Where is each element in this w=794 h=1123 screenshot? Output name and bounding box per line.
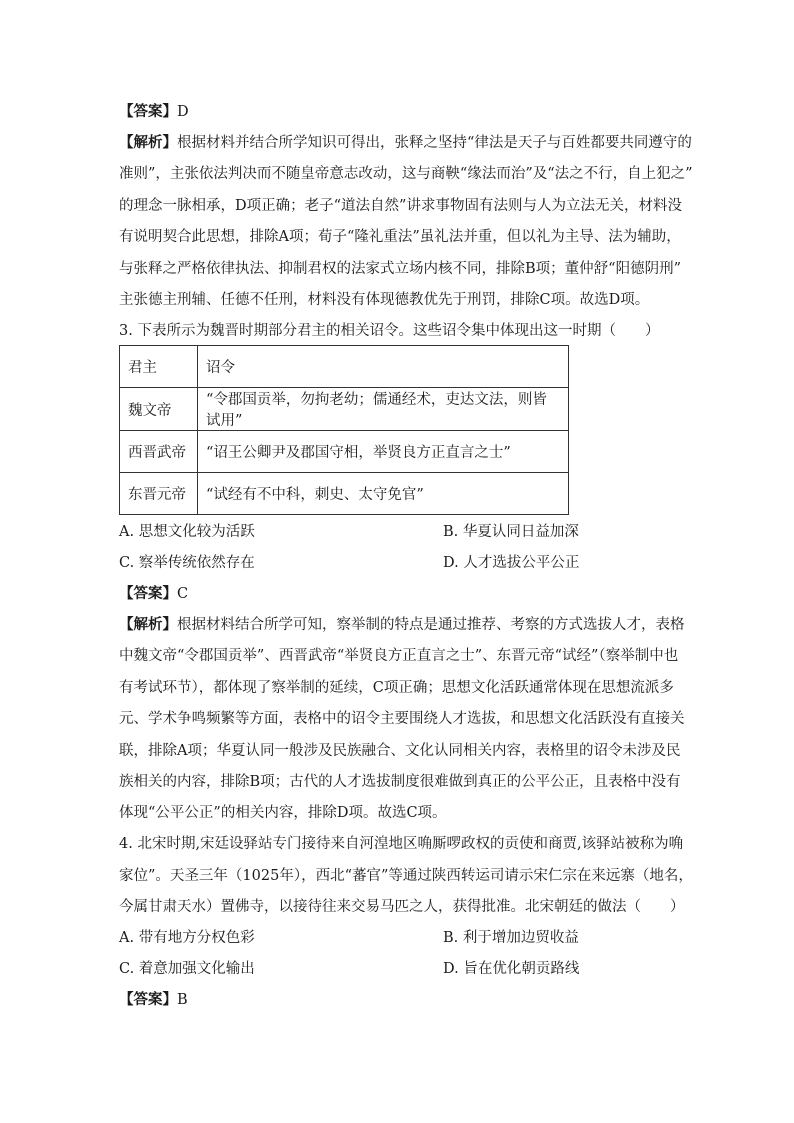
q3-option-a: A. 思想文化较为活跃 xyxy=(119,524,255,540)
q3-edict-table xyxy=(119,345,569,515)
q3-analysis-text: 根据材料结合所学可知，察举制的特点是通过推荐、考察的方式选拔人才，表格 xyxy=(177,617,685,633)
q3-answer-label: 【答案】 xyxy=(119,585,177,602)
q3-analysis-line-7: 体现“公平公正”的相关内容，排除D项。故选C项。 xyxy=(119,805,447,821)
q3-answer-value: C xyxy=(177,586,189,602)
q2-analysis-line-2: 准则”，主张依法判决而不随皇帝意志改动，这与商鞅“缘法而治”及“法之不行，自上犯之” xyxy=(119,166,693,182)
q3-analysis-line-4: 元、学术争鸣频繁等方面，表格中的诏令主要围绕人才选拔，和思想文化活跃没有直接关 xyxy=(119,711,685,727)
q4-stem-line-3: 今属甘肃天水）置佛寺，以接待往来交易马匹之人，获得批准。北宋朝廷的做法（ ） xyxy=(119,899,685,915)
q2-answer-value: D xyxy=(177,104,189,120)
table-cell-edict: “试经有不中科，刺史、太守免官” xyxy=(198,473,569,515)
table-row xyxy=(120,388,569,431)
q4-stem-line-1: 4. 北宋时期,宋廷设驿站专门接待来自河湟地区唃厮啰政权的贡使和商贾,该驿站被称为唃 xyxy=(119,836,684,852)
q2-analysis-line-3: 的理念一脉相承，D项正确；老子“道法自然”讲求事物固有法则与人为立法无关，材料没 xyxy=(119,198,682,214)
q2-analysis-text: 根据材料并结合所学知识可得出，张释之坚持“律法是天子与百姓都要共同遵守的 xyxy=(177,135,692,151)
table-header-row xyxy=(120,346,569,388)
q4-answer-label: 【答案】 xyxy=(119,991,177,1008)
q4-answer xyxy=(119,990,188,1010)
q3-option-c: C. 察举传统依然存在 xyxy=(119,555,255,571)
q3-option-b: B. 华夏认同日益加深 xyxy=(443,524,579,540)
table-header-ruler: 君主 xyxy=(120,346,198,388)
q3-analysis-line-6: 族相关的内容，排除B项；古代的人才选拔制度很难做到真正的公平公正，且表格中没有 xyxy=(119,774,681,790)
q2-answer-label: 【答案】 xyxy=(119,103,177,120)
table-cell-edict: “诏王公卿尹及郡国守相，举贤良方正直言之士” xyxy=(198,431,569,473)
table-cell-ruler: 魏文帝 xyxy=(120,388,198,431)
q4-stem-line-2: 家位”。天圣三年（1025年），西北“蕃官”等通过陕西转运司请示宋仁宗在来远寨（地名， xyxy=(119,868,693,884)
q2-answer xyxy=(119,102,189,122)
q4-option-d: D. 旨在优化朝贡路线 xyxy=(443,961,580,977)
q3-analysis-line-3: 有考试环节），都体现了察举制的延续，C项正确；思想文化活跃通常体现在思想流派多 xyxy=(119,680,674,696)
q3-option-d: D. 人才选拔公平公正 xyxy=(443,555,580,571)
q2-analysis-line-1 xyxy=(119,133,692,153)
table-header-edict: 诏令 xyxy=(198,346,569,388)
q4-option-a: A. 带有地方分权色彩 xyxy=(119,930,255,946)
q4-answer-value: B xyxy=(177,992,188,1008)
q3-stem: 3. 下表所示为魏晋时期部分君主的相关诏令。这些诏令集中体现出这一时期（ ） xyxy=(119,323,660,339)
q2-analysis-label: 【解析】 xyxy=(119,134,177,151)
q3-analysis-label: 【解析】 xyxy=(119,616,177,633)
q3-analysis-line-1 xyxy=(119,615,685,635)
table-row xyxy=(120,473,569,515)
q3-analysis-line-2: 中魏文帝“令郡国贡举”、西晋武帝“举贤良方正直言之士”、东晋元帝“试经”（察举制中也 xyxy=(119,648,679,664)
q2-analysis-line-6: 主张德主刑辅、任德不任刑，材料没有体现德教优先于刑罚，排除C项。故选D项。 xyxy=(119,292,650,308)
q2-analysis-line-5: 与张释之严格依律执法、抑制君权的法家式立场内核不同，排除B项；董仲舒“阳德阴刑” xyxy=(119,261,681,277)
q4-option-c: C. 着意加强文化输出 xyxy=(119,961,255,977)
table-cell-ruler: 西晋武帝 xyxy=(120,431,198,473)
q3-analysis-line-5: 联，排除A项；华夏认同一般涉及民族融合、文化认同相关内容，表格里的诏令未涉及民 xyxy=(119,743,681,759)
table-cell-ruler: 东晋元帝 xyxy=(120,473,198,515)
q4-option-b: B. 利于增加边贸收益 xyxy=(443,930,579,946)
q2-analysis-line-4: 有说明契合此思想，排除A项；荀子“隆礼重法”虽礼法并重，但以礼为主导、法为辅助， xyxy=(119,229,681,245)
table-cell-edict: “令郡国贡举，勿拘老幼；儒通经术，吏达文法，则皆试用” xyxy=(198,388,569,431)
table-row xyxy=(120,431,569,473)
q3-answer xyxy=(119,584,188,604)
